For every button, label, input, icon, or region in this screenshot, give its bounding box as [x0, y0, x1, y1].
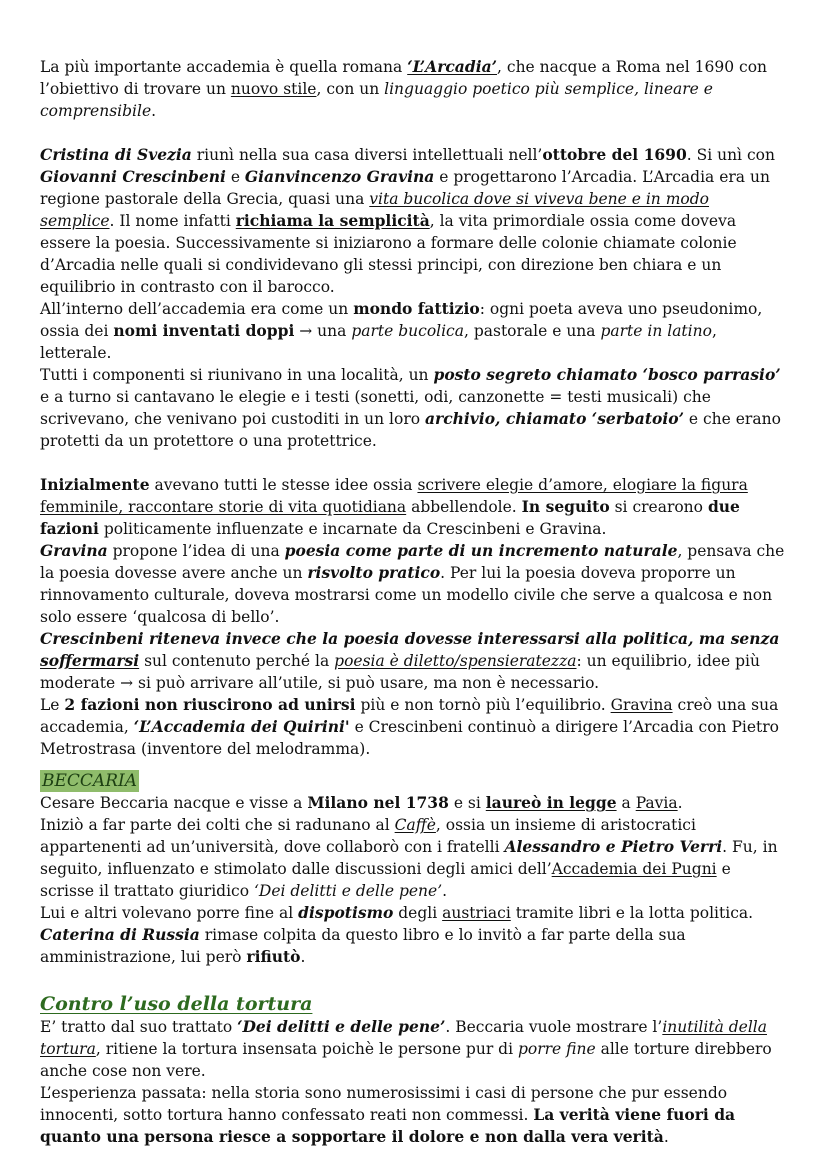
factions-paragraph-4: Le 2 fazioni non riuscirono ad unirsi più e non tornò più l’equilibrio. Gravina creò una sua accademia, ‘L’Accademia dei Quirini' e Crescinbeni continuò a dirigere l’Arcadia con Pietro Metrostrasa (inventore del melodramma).: [40, 695, 779, 758]
tortura-paragraph-1: E’ tratto dal suo trattato ‘Dei delitti e delle pene’. Beccaria vuole mostrare l’inutilità della tortura, ritiene la tortura insensata poichè le persone pur di porre fine alle torture direbbero anche cose non vere.: [40, 1017, 772, 1080]
beccaria-paragraph-4: Caterina di Russia rimase colpita da questo libro e lo invitò a far parte della sua amministrazione, lui però rifiutò.: [40, 925, 686, 966]
intro-paragraph-2: Cristina di Svezia riunì nella sua casa diversi intellettuali nell’ottobre del 1690. Si unì con Giovanni Crescinbeni e Gianvincenzo Gravina e progettarono l’Arcadia. L’Arcadia era un regione pastorale della Grecia, quasi una vita bucolica dove si viveva bene e in modo semplice. Il nome infatti richiama la semplicità, la vita primordiale ossia come doveva essere la poesia. Successivamente si iniziarono a formare delle colonie chiamate colonie d’Arcadia nelle quali si condividevano gli stessi principi, con direzione ben chiara e un equilibrio in contrasto con il barocco.: [40, 145, 775, 296]
factions-paragraph-2: Gravina propone l’idea di una poesia come parte di un incremento naturale, pensava che la poesia dovesse avere anche un risvolto pratico. Per lui la poesia doveva proporre un rinnovamento culturale, doveva mostrarsi come un modello civile che serve a qualcosa e non solo essere ‘qualcosa di bello’.: [40, 541, 785, 626]
tortura-paragraph-2: L’esperienza passata: nella storia sono numerosissimi i casi di persone che pur essendo innocenti, sotto tortura hanno confessato reati non commessi. La verità viene fuori da quanto una persona riesce a sopportare il dolore e non dalla vera verità.: [40, 1084, 736, 1146]
beccaria-paragraph-3: Lui e altri volevano porre fine al dispotismo degli austriaci tramite libri e la lotta politica.: [40, 903, 754, 922]
intro-paragraph-3: All’interno dell’accademia era come un mondo fattizio: ogni poeta aveva uno pseudonimo, ossia dei nomi inventati doppi → una parte bucolica, pastorale e una parte in latino, letterale.: [40, 299, 763, 362]
factions-paragraph-3: Crescinbeni riteneva invece che la poesia dovesse interessarsi alla politica, ma senza soffermarsi sul contenuto perché la poesia è diletto/spensieratezza: un equilibrio, idee più moderate → si può arrivare all’utile, si può usare, ma non è necessario.: [40, 629, 780, 692]
beccaria-heading: BECCARIA: [42, 771, 137, 791]
factions-paragraph-1: Inizialmente avevano tutti le stesse idee ossia scrivere elegie d’amore, elogiare la figura femminile, raccontare storie di vita quotidiana abbellendole. In seguito si crearono due fazioni politicamente influenzate e incarnate da Crescinbeni e Gravina.: [40, 475, 748, 538]
beccaria-paragraph-2: Iniziò a far parte dei colti che si radunano al Caffè, ossia un insieme di aristocratici appartenenti ad un’università, dove collaborò con i fratelli Alessandro e Pietro Verri. Fu, in seguito, influenzato e stimolato dalle discussioni degli amici dell’Accademia dei Pugni e scrisse il trattato giuridico ‘Dei delitti e delle pene’.: [40, 816, 778, 900]
intro-paragraph-1: La più importante accademia è quella romana ‘L’Arcadia’, che nacque a Roma nel 1690 con l’obiettivo di trovare un nuovo stile, con un linguaggio poetico più semplice, lineare e comprensibile.: [40, 57, 768, 120]
beccaria-paragraph-1: Cesare Beccaria nacque e visse a Milano nel 1738 e si laureò in legge a Pavia.: [40, 793, 683, 812]
tortura-heading: Contro l’uso della tortura: [40, 993, 313, 1015]
intro-paragraph-4: Tutti i componenti si riunivano in una località, un posto segreto chiamato ‘bosco parrasio’ e a turno si cantavano le elegie e i testi (sonetti, odi, canzonette = testi musicali) che scrivevano, che venivano poi custoditi in un loro archivio, chiamato ‘serbatoio’ e che erano protetti da un protettore o una protettrice.: [40, 365, 781, 450]
